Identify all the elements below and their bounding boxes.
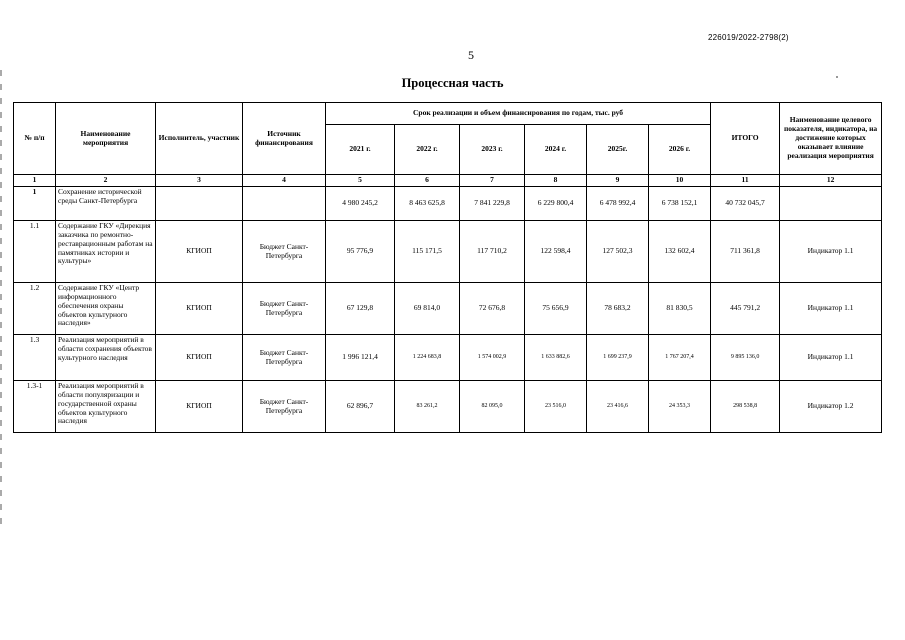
- header-period: Срок реализации и объем финансирования по годам, тыс. руб: [326, 103, 711, 125]
- row-value: 1 224 683,8: [395, 335, 460, 381]
- row-name: Содержание ГКУ «Дирекция заказчика по ремонтно-реставрационным работам на памятниках истории и культуры»: [56, 221, 156, 283]
- table-row: [14, 187, 882, 221]
- row-value: 95 776,9: [326, 221, 395, 283]
- row-value: 4 980 245,2: [326, 187, 395, 221]
- row-source: Бюджет Санкт-Петербурга: [243, 381, 326, 433]
- row-value: 23 516,0: [525, 381, 587, 433]
- column-number: 12: [780, 175, 882, 187]
- row-value: 117 710,2: [460, 221, 525, 283]
- scan-edge-mark: [0, 70, 2, 530]
- header-num: № п/п: [14, 103, 56, 175]
- document-number: 226019/2022-2798(2): [708, 33, 789, 42]
- row-indicator: [780, 187, 882, 221]
- section-title: Процессная часть: [401, 76, 504, 90]
- row-value: 1 767 207,4: [649, 335, 711, 381]
- row-name: Реализация мероприятий в области популяризации и государственной охраны объектов культурного наследия: [56, 381, 156, 433]
- row-name: Реализация мероприятий в области сохранения объектов культурного наследия: [56, 335, 156, 381]
- header-name: Наименование мероприятия: [56, 103, 156, 175]
- header-year: 2023 г.: [460, 125, 525, 175]
- row-value: 82 095,0: [460, 381, 525, 433]
- table-row: [14, 221, 882, 283]
- row-source: Бюджет Санкт-Петербурга: [243, 221, 326, 283]
- row-value: 1 996 121,4: [326, 335, 395, 381]
- header-indicator: Наименование целевого показателя, индикатора, на достижение которых оказывает влияние реализация мероприятия: [780, 103, 882, 175]
- row-name: Содержание ГКУ «Центр информационного обеспечения охраны объектов культурного наследия»: [56, 283, 156, 335]
- header-year: 2024 г.: [525, 125, 587, 175]
- row-total: 298 538,8: [711, 381, 780, 433]
- row-executor: КГИОП: [156, 283, 243, 335]
- row-total: 40 732 045,7: [711, 187, 780, 221]
- table-row: [14, 283, 882, 335]
- column-number: 1: [14, 175, 56, 187]
- header-source: Источник финансирования: [243, 103, 326, 175]
- financing-table: [13, 102, 882, 433]
- row-executor: КГИОП: [156, 221, 243, 283]
- row-executor: КГИОП: [156, 335, 243, 381]
- row-value: 1 699 237,9: [587, 335, 649, 381]
- row-source: [243, 187, 326, 221]
- row-value: 6 229 800,4: [525, 187, 587, 221]
- row-total: 9 895 136,0: [711, 335, 780, 381]
- column-number: 2: [56, 175, 156, 187]
- table-row: [14, 335, 882, 381]
- header-year: 2022 г.: [395, 125, 460, 175]
- row-value: 78 683,2: [587, 283, 649, 335]
- row-value: 127 502,3: [587, 221, 649, 283]
- row-num: 1.1: [14, 221, 56, 283]
- row-indicator: Индикатор 1.1: [780, 283, 882, 335]
- row-value: 6 478 992,4: [587, 187, 649, 221]
- header-total: ИТОГО: [711, 103, 780, 175]
- row-num: 1.3: [14, 335, 56, 381]
- row-value: 69 814,0: [395, 283, 460, 335]
- row-value: 7 841 229,8: [460, 187, 525, 221]
- row-num: 1: [14, 187, 56, 221]
- row-value: 132 602,4: [649, 221, 711, 283]
- page-number: 5: [468, 48, 474, 62]
- row-name: Сохранение исторической среды Санкт-Петербурга: [56, 187, 156, 221]
- column-number: 9: [587, 175, 649, 187]
- row-num: 1.3-1: [14, 381, 56, 433]
- row-value: 8 463 625,8: [395, 187, 460, 221]
- column-number: 10: [649, 175, 711, 187]
- header-executor: Исполнитель, участник: [156, 103, 243, 175]
- column-number: 8: [525, 175, 587, 187]
- row-value: 67 129,8: [326, 283, 395, 335]
- row-indicator: Индикатор 1.1: [780, 335, 882, 381]
- column-number: 7: [460, 175, 525, 187]
- row-source: Бюджет Санкт-Петербурга: [243, 283, 326, 335]
- row-value: 23 416,6: [587, 381, 649, 433]
- row-indicator: Индикатор 1.1: [780, 221, 882, 283]
- row-num: 1.2: [14, 283, 56, 335]
- table-row: [14, 381, 882, 433]
- row-source: Бюджет Санкт-Петербурга: [243, 335, 326, 381]
- row-total: 711 361,8: [711, 221, 780, 283]
- row-value: 122 598,4: [525, 221, 587, 283]
- row-value: 1 633 882,6: [525, 335, 587, 381]
- column-number-row: [14, 175, 882, 187]
- row-value: 75 656,9: [525, 283, 587, 335]
- row-value: 1 574 002,9: [460, 335, 525, 381]
- header-year: 2021 г.: [326, 125, 395, 175]
- row-value: 83 261,2: [395, 381, 460, 433]
- row-value: 72 676,8: [460, 283, 525, 335]
- row-indicator: Индикатор 1.2: [780, 381, 882, 433]
- row-value: 24 353,3: [649, 381, 711, 433]
- row-executor: [156, 187, 243, 221]
- row-value: 81 830,5: [649, 283, 711, 335]
- scan-speck: [836, 76, 838, 78]
- row-value: 62 896,7: [326, 381, 395, 433]
- row-total: 445 791,2: [711, 283, 780, 335]
- row-value: 6 738 152,1: [649, 187, 711, 221]
- column-number: 6: [395, 175, 460, 187]
- column-number: 11: [711, 175, 780, 187]
- row-executor: КГИОП: [156, 381, 243, 433]
- header-year: 2025г.: [587, 125, 649, 175]
- column-number: 3: [156, 175, 243, 187]
- column-number: 5: [326, 175, 395, 187]
- row-value: 115 171,5: [395, 221, 460, 283]
- header-year: 2026 г.: [649, 125, 711, 175]
- column-number: 4: [243, 175, 326, 187]
